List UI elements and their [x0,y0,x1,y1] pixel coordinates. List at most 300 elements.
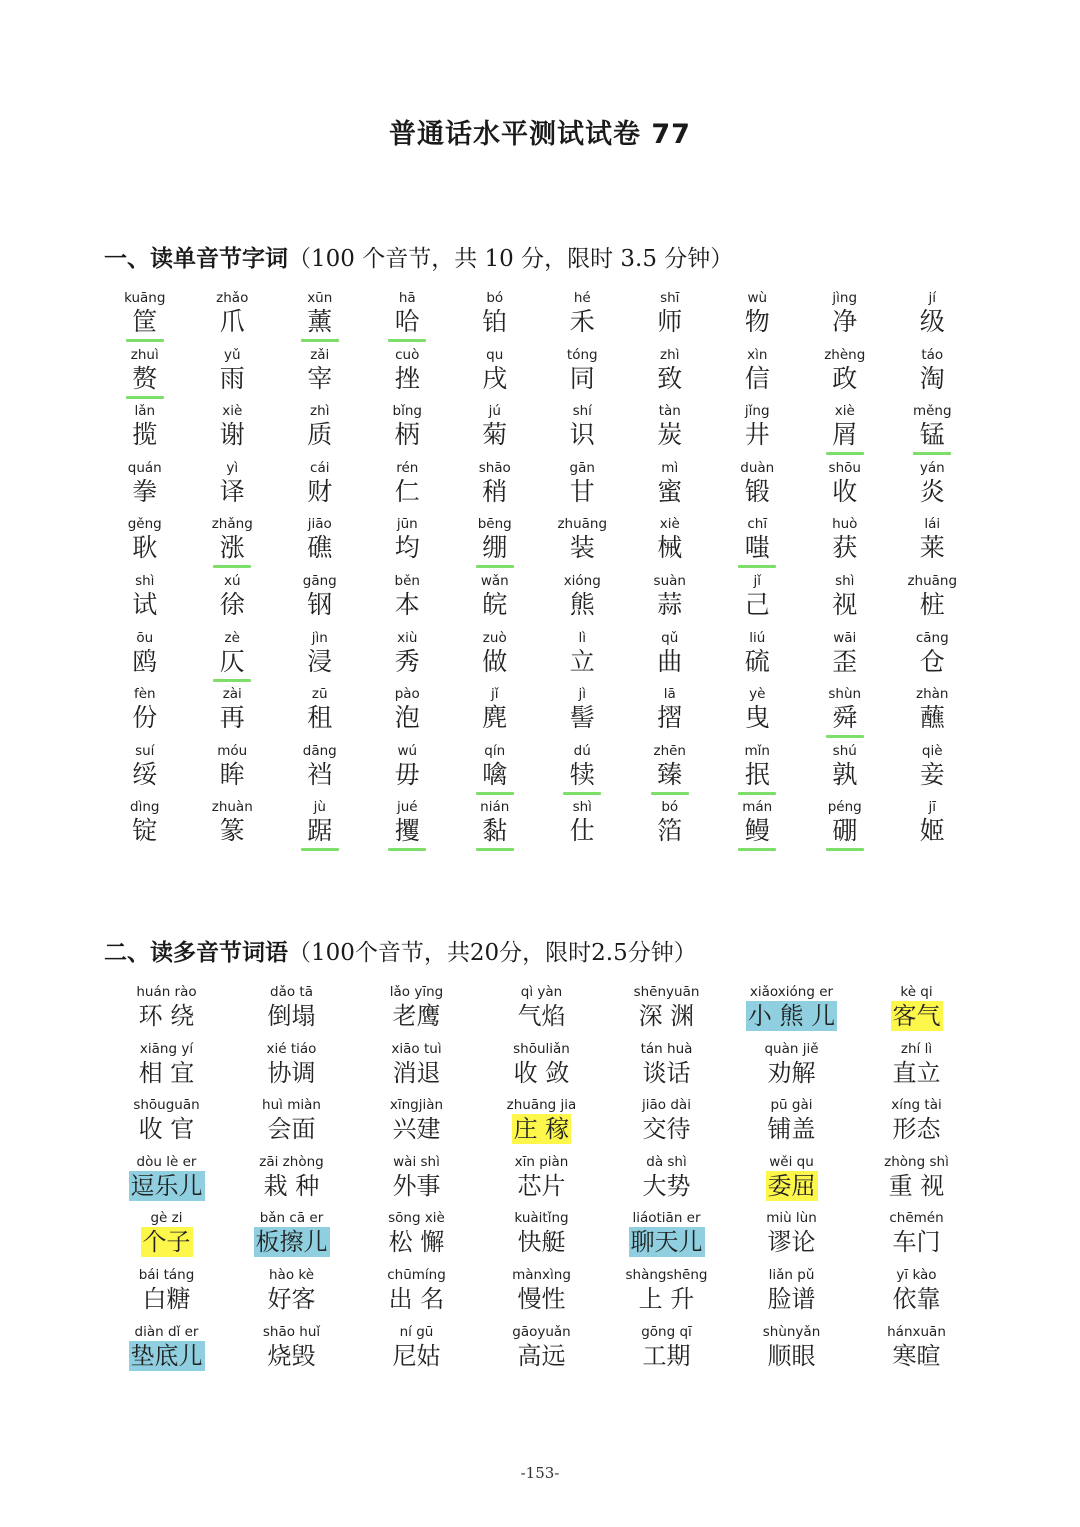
pinyin-label: liú [749,629,766,646]
hanzi-character: 雨 [219,363,245,393]
syllable-item [626,347,714,404]
syllable-item [889,686,977,743]
word-text: 出 名 [388,1284,445,1313]
syllable-item [451,290,539,347]
hanzi-character: 黏 [482,816,508,846]
pinyin-label: mán [742,799,773,816]
hanzi-character: 篆 [219,816,245,846]
pinyin-label: zhuāng [557,516,608,533]
hanzi-character: 租 [307,703,333,733]
syllable-item [801,630,889,687]
syllable-item [539,460,627,517]
section-2-heading [104,934,697,967]
pinyin-label: mì [661,459,679,476]
syllable-item [364,290,452,347]
syllable-item [189,573,277,630]
hanzi-character: 姬 [919,816,945,846]
hanzi-character: 孰 [832,759,858,789]
page-number: -153- [520,1464,560,1482]
hanzi-character: 份 [132,703,158,733]
pinyin-label: zhì [310,403,330,420]
pinyin-label: xūn [307,290,333,306]
syllable-item [101,799,189,856]
difficulty-underline [826,452,864,455]
syllable-item [539,516,627,573]
difficulty-underline [651,792,689,795]
syllable-item [714,686,802,743]
syllable-item [101,290,189,347]
hanzi-character: 绷 [482,533,508,563]
syllable-item [451,516,539,573]
word-item [229,1267,354,1324]
word-item [854,1210,979,1267]
hanzi-character: 做 [482,646,508,676]
word-item [354,1154,479,1211]
hanzi-character: 政 [832,363,858,393]
pinyin-label: gè zi [150,1210,183,1227]
syllable-item [539,290,627,347]
pinyin-label: qiè [921,742,943,759]
syllable-item [189,516,277,573]
pinyin-label: bái táng [138,1266,195,1283]
pinyin-label: jú [488,403,501,420]
hanzi-character: 屑 [832,420,858,450]
word-text: 气焰 [517,1002,566,1030]
hanzi-character: 硫 [744,646,770,676]
word-item [104,1267,229,1324]
hanzi-character: 拳 [132,476,158,506]
word-item [604,1097,729,1154]
hanzi-character: 妾 [919,759,945,789]
syllable-item [889,403,977,460]
hanzi-character: 试 [132,589,158,619]
hanzi-character: 曲 [657,646,683,676]
syllable-item [276,686,364,743]
difficulty-underline [213,565,251,568]
pinyin-label: shí [572,403,592,420]
syllable-item [276,799,364,856]
hanzi-character: 赘 [132,363,158,393]
syllable-item [364,403,452,460]
syllable-item [276,573,364,630]
pinyin-label: wǎn [480,572,509,589]
word-item [354,984,479,1041]
hanzi-character: 嗤 [744,533,770,563]
hanzi-character: 秀 [394,646,420,676]
pinyin-label: shì [835,572,855,589]
pinyin-label: jìn [311,629,328,646]
pinyin-label: qín [484,742,506,759]
pinyin-label: qu [486,346,504,363]
word-item [854,1324,979,1381]
pinyin-label: quán [127,459,162,476]
syllable-item [714,403,802,460]
syllable-item [364,686,452,743]
word-text: 倒塌 [267,1002,316,1030]
difficulty-underline [126,396,164,399]
syllable-item [364,799,452,856]
hanzi-character: 髻 [569,703,595,733]
hanzi-character: 蒜 [657,589,683,619]
word-item [104,1097,229,1154]
pinyin-label: mànxìng [512,1266,571,1283]
word-text: 上 升 [638,1284,695,1313]
syllable-item [889,347,977,404]
syllable-item [189,347,277,404]
syllable-item [714,630,802,687]
pinyin-label: liǎn pǔ [768,1266,815,1283]
word-text: 寒暄 [892,1341,941,1370]
pinyin-label: shùn [828,686,862,703]
word-text: 铺盖 [767,1115,816,1144]
syllable-item [626,686,714,743]
hanzi-character: 箔 [657,816,683,846]
pinyin-label: hé [573,290,591,306]
pinyin-label: táo [921,346,944,363]
syllable-item [276,630,364,687]
pinyin-label: zhuì [130,346,159,363]
word-item [854,984,979,1041]
word-item [729,984,854,1041]
word-item [104,1210,229,1267]
pinyin-label: tàn [658,403,681,420]
word-text: 车门 [892,1228,941,1257]
word-item [354,1210,479,1267]
word-item [604,1210,729,1267]
hanzi-character: 本 [394,589,420,619]
hanzi-character: 舜 [832,703,858,733]
word-text: 谈话 [642,1058,691,1087]
hanzi-character: 级 [919,307,945,336]
syllable-item [801,516,889,573]
syllable-item [801,573,889,630]
hanzi-character: 锭 [132,816,158,846]
hanzi-character: 甘 [569,476,595,506]
hanzi-character: 均 [394,533,420,563]
pinyin-label: xìn [747,346,768,363]
pinyin-label: bǐng [392,403,422,420]
pinyin-label: zāi zhòng [259,1153,324,1170]
pinyin-label: kuàitǐng [514,1210,569,1227]
pinyin-label: duàn [740,459,775,476]
word-text: 高远 [517,1341,566,1370]
pinyin-label: ní gū [399,1323,434,1340]
pinyin-label: běn [394,572,420,589]
pinyin-label: xiù [397,629,418,646]
syllable-item [801,403,889,460]
hanzi-character: 械 [657,533,683,563]
word-text: 环 绕 [138,1002,195,1030]
syllable-item [101,460,189,517]
syllable-item [451,347,539,404]
pinyin-label: fèn [133,686,156,703]
pinyin-label: shì [572,799,592,816]
hanzi-character: 踞 [307,816,333,846]
syllable-item [626,290,714,347]
pinyin-label: zhàn [916,686,949,703]
word-item [354,1267,479,1324]
pinyin-label: tán huà [640,1040,693,1057]
hanzi-character: 井 [744,420,770,450]
word-item [854,1154,979,1211]
hanzi-character: 涨 [219,533,245,563]
syllable-item [714,516,802,573]
syllable-item [451,686,539,743]
syllable-item [276,516,364,573]
highlighted-word: 客气 [892,1002,941,1030]
pinyin-label: shī [660,290,680,306]
hanzi-character: 歪 [832,646,858,676]
highlighted-word: 庄 稼 [513,1115,570,1144]
syllable-item [889,573,977,630]
word-item [104,1154,229,1211]
pinyin-label: dà shì [646,1153,687,1170]
pinyin-label: pào [394,686,420,703]
pinyin-label: xiè [659,516,680,533]
pinyin-label: miù lùn [766,1210,817,1227]
syllable-item [801,460,889,517]
hanzi-character: 铂 [482,307,508,336]
pinyin-label: mǐn [744,742,770,759]
pinyin-label: shàngshēng [625,1266,708,1283]
pinyin-label: kuāng [124,290,166,306]
hanzi-character: 薰 [307,307,333,336]
hanzi-character: 曳 [744,703,770,733]
syllable-item [539,799,627,856]
pinyin-label: huò [832,516,858,533]
highlighted-word: 聊天儿 [630,1228,703,1257]
word-text: 慢性 [517,1284,566,1313]
difficulty-underline [563,792,601,795]
pinyin-label: wěi qu [769,1153,814,1170]
syllable-item [626,460,714,517]
hanzi-character: 识 [569,420,595,450]
pinyin-label: zhuāng jia [506,1097,577,1114]
difficulty-underline [826,848,864,851]
pinyin-label: jìng [832,290,858,306]
hanzi-character: 爪 [219,307,245,336]
word-text: 收 敛 [513,1058,570,1087]
pinyin-label: zhǎng [211,516,253,533]
highlighted-word: 逗乐儿 [130,1171,203,1200]
difficulty-underline [213,679,251,682]
section-1-note: （100 个音节，共 10 分，限时 3.5 分钟） [288,246,734,272]
pinyin-label: cuò [395,346,420,363]
syllable-item [626,573,714,630]
syllable-item [451,403,539,460]
pinyin-label: xíng tài [891,1097,942,1114]
difficulty-underline [738,565,776,568]
syllable-item [889,799,977,856]
syllable-item [101,403,189,460]
word-text: 收 官 [138,1115,195,1144]
hanzi-character: 菊 [482,420,508,450]
hanzi-character: 再 [219,703,245,733]
pinyin-label: dāng [302,742,337,759]
section-2-note: （100个音节，共20分，限时2.5分钟） [288,940,697,966]
word-text: 大势 [642,1171,691,1200]
syllable-item [189,290,277,347]
word-text: 消退 [392,1058,441,1087]
hanzi-character: 毋 [394,759,420,789]
word-item [729,1041,854,1098]
pinyin-label: tóng [566,346,598,363]
word-item [354,1097,479,1154]
difficulty-underline [476,565,514,568]
pinyin-label: xīngjiàn [389,1097,444,1114]
pinyin-label: xiè [222,403,243,420]
syllable-item [101,686,189,743]
pinyin-label: gāng [302,572,337,589]
pinyin-label: bǎn cā er [259,1210,324,1227]
pinyin-label: zhí lì [900,1040,933,1057]
hanzi-character: 耿 [132,533,158,563]
pinyin-label: ōu [136,629,154,646]
pinyin-label: hào kè [268,1266,315,1283]
pinyin-label: qì yàn [520,984,563,1000]
pinyin-label: xiǎoxióng er [749,984,834,1000]
hanzi-character: 淘 [919,363,945,393]
pinyin-label: xiāo tuì [391,1040,442,1057]
word-item [479,1324,604,1381]
pinyin-label: jǐng [744,403,770,420]
pinyin-label: xú [223,572,241,589]
word-item [354,1041,479,1098]
pinyin-label: dòu lè er [136,1153,197,1170]
word-text: 尼姑 [392,1341,441,1370]
syllable-item [714,743,802,800]
syllable-item [801,290,889,347]
syllable-item [539,573,627,630]
hanzi-character: 译 [219,476,245,506]
pinyin-label: zhòng shì [884,1153,949,1170]
syllable-item [626,630,714,687]
pinyin-label: jūn [396,516,418,533]
hanzi-character: 戌 [482,363,508,393]
hanzi-character: 炎 [919,476,945,506]
hanzi-character: 礁 [307,533,333,563]
word-item [729,1210,854,1267]
word-item [479,1154,604,1211]
word-text: 形态 [892,1115,941,1144]
word-item [479,984,604,1041]
pinyin-label: zǎi [310,346,330,363]
syllable-item [714,290,802,347]
syllable-item [101,347,189,404]
hanzi-character: 桩 [919,589,945,619]
pinyin-label: suí [135,742,155,759]
syllable-item [626,799,714,856]
word-text: 顺眼 [767,1341,816,1370]
pinyin-label: diàn dǐ er [134,1323,199,1340]
word-text: 好客 [267,1284,316,1313]
syllable-item [276,403,364,460]
pinyin-label: lái [924,516,941,533]
hanzi-character: 禾 [569,307,595,336]
syllable-item [714,799,802,856]
pinyin-label: shāo huǐ [262,1323,321,1340]
hanzi-character: 视 [832,589,858,619]
difficulty-underline [826,735,864,738]
hanzi-character: 蜜 [657,476,683,506]
hanzi-character: 鸥 [132,646,158,676]
syllable-item [889,630,977,687]
word-item [229,1210,354,1267]
syllable-item [364,347,452,404]
difficulty-underline [301,848,339,851]
pinyin-label: jiāo [307,516,332,533]
pinyin-label: wú [397,742,418,759]
syllable-item [364,460,452,517]
pinyin-label: chēmén [889,1210,944,1227]
pinyin-label: yán [919,459,945,476]
hanzi-character: 致 [657,363,683,393]
pinyin-label: gōng qī [641,1323,692,1340]
hanzi-character: 揽 [132,420,158,450]
pinyin-label: jì [578,686,586,703]
word-text: 谬论 [767,1228,816,1257]
pinyin-label: zhuāng [907,572,958,589]
pinyin-label: bó [661,799,679,816]
syllable-item [889,743,977,800]
hanzi-character: 裆 [307,759,333,789]
syllable-item [189,403,277,460]
word-item [604,1267,729,1324]
word-text: 芯片 [517,1171,566,1200]
syllable-item [626,516,714,573]
pinyin-label: xīn piàn [514,1153,569,1170]
word-item [604,1041,729,1098]
difficulty-underline [738,792,776,795]
pinyin-label: wāi [833,629,857,646]
pinyin-label: jiāo dài [642,1097,691,1114]
word-item [854,1097,979,1154]
word-text: 协调 [267,1058,316,1087]
pinyin-label: wù [747,290,768,306]
hanzi-character: 麂 [482,703,508,733]
syllable-item [626,743,714,800]
difficulty-underline [301,339,339,342]
word-item [104,984,229,1041]
hanzi-character: 钢 [307,589,333,619]
pinyin-label: péng [827,799,862,816]
pinyin-label: jī [928,799,936,816]
syllable-item [451,460,539,517]
syllable-item [276,290,364,347]
hanzi-character: 柄 [394,420,420,450]
word-text: 会面 [267,1115,316,1144]
word-item [854,1267,979,1324]
difficulty-underline [388,339,426,342]
pinyin-label: shōuliǎn [513,1040,570,1057]
difficulty-underline [913,452,951,455]
syllable-item [714,573,802,630]
syllable-item [364,516,452,573]
pinyin-label: shú [832,742,857,759]
pinyin-label: lā [663,686,676,703]
hanzi-character: 泡 [394,703,420,733]
hanzi-character: 谢 [219,420,245,450]
pinyin-label: pū gài [770,1097,813,1114]
syllable-item [101,743,189,800]
pinyin-label: zhēn [653,742,686,759]
pinyin-label: dǎo tā [270,984,313,1000]
pinyin-label: huì miàn [262,1097,321,1114]
pinyin-label: hánxuān [887,1323,946,1340]
pinyin-label: gěng [127,516,162,533]
syllable-item [101,573,189,630]
syllable-item [451,630,539,687]
